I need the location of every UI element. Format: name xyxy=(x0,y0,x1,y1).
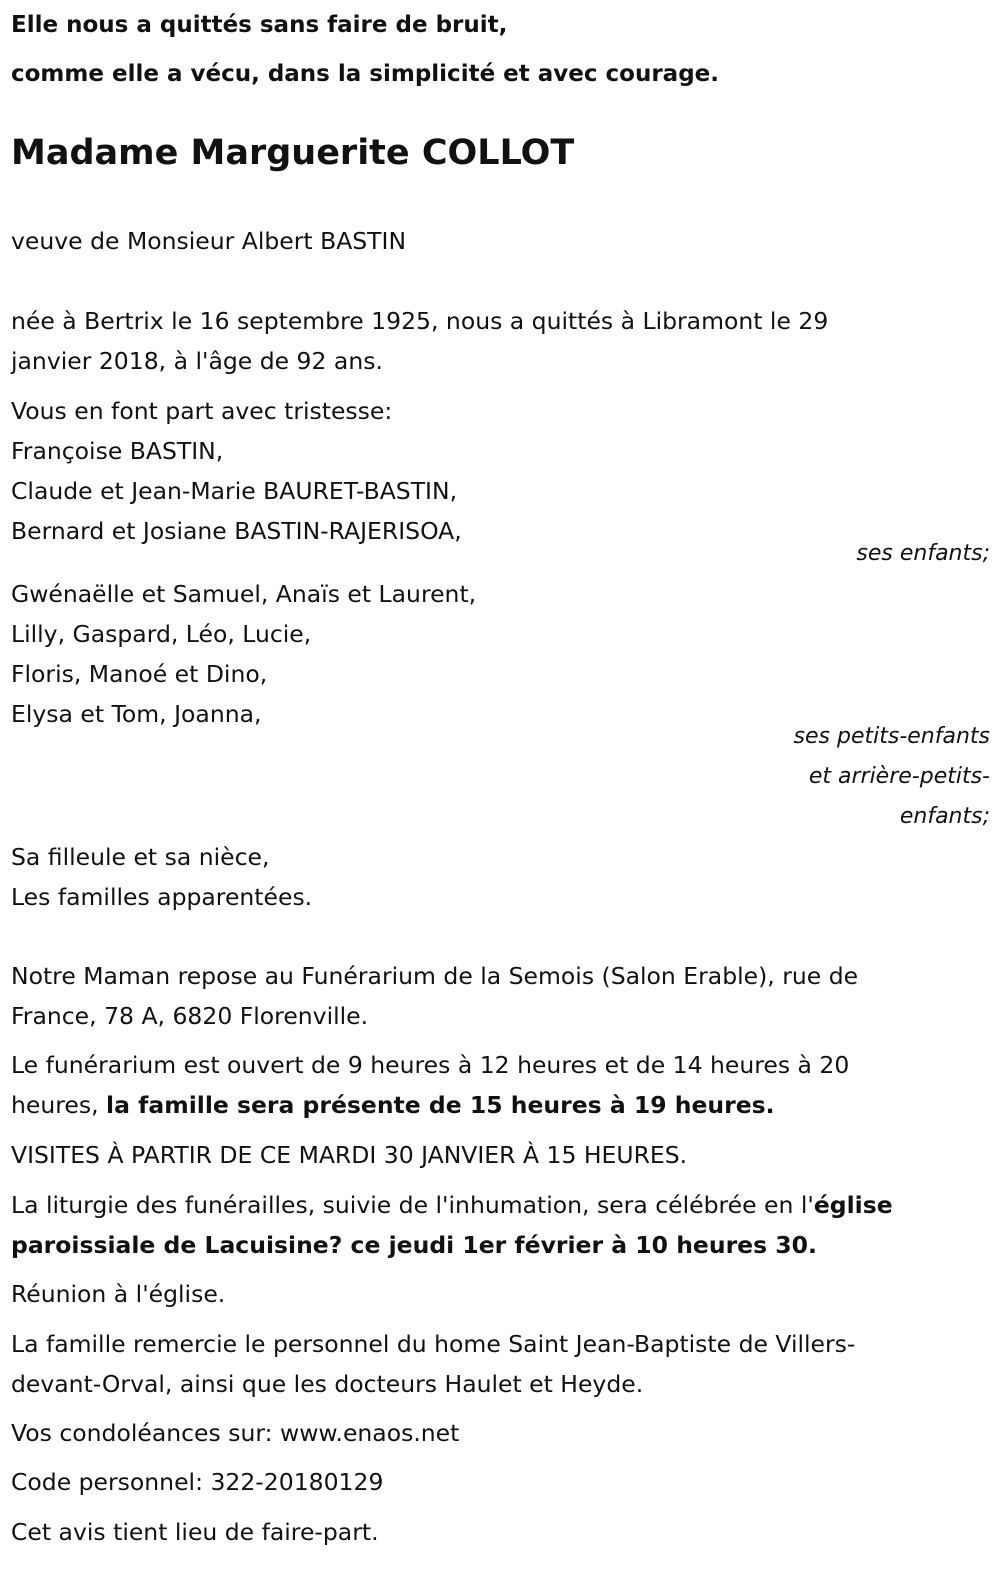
goddaughter-niece: Sa filleule et sa nièce, xyxy=(11,843,270,871)
grandchildren-label-1: ses petits-enfants xyxy=(793,724,990,749)
thanks-line-2: devant-Orval, ainsi que les docteurs Haulet et Heyde. xyxy=(11,1370,644,1398)
child-2: Claude et Jean-Marie BAURET-BASTIN, xyxy=(11,477,458,505)
grandchild-line-4: Elysa et Tom, Joanna, xyxy=(11,700,262,728)
grandchild-line-1: Gwénaëlle et Samuel, Anaïs et Laurent, xyxy=(11,580,477,608)
liturgy-line-1-plain: La liturgie des funérailles, suivie de l'inhumation, sera célébrée en l' xyxy=(11,1191,814,1219)
visits-notice: VISITES À PARTIR DE CE MARDI 30 JANVIER À 15 HEURES. xyxy=(11,1141,688,1169)
related-families: Les familles apparentées. xyxy=(11,883,313,911)
hours-line-1: Le funérarium est ouvert de 9 heures à 12 heures et de 14 heures à 20 xyxy=(11,1051,850,1079)
grandchild-line-2: Lilly, Gaspard, Léo, Lucie, xyxy=(11,620,312,648)
hours-line-2-plain: heures, xyxy=(11,1091,107,1119)
intro-line-2: comme elle a vécu, dans la simplicité et avec courage. xyxy=(11,61,720,87)
birth-line-1: née à Bertrix le 16 septembre 1925, nous a quittés à Libramont le 29 xyxy=(11,307,829,335)
personal-code: Code personnel: 322-20180129 xyxy=(11,1468,384,1496)
deceased-name: Madame Marguerite COLLOT xyxy=(11,133,575,173)
condolences-line: Vos condoléances sur: www.enaos.net xyxy=(11,1419,460,1447)
family-presence-hours: la famille sera présente de 15 heures à 19 heures. xyxy=(106,1091,775,1119)
liturgy-line-1 xyxy=(11,1191,893,1219)
grandchild-line-3: Floris, Manoé et Dino, xyxy=(11,660,268,688)
liturgy-place-date: paroissiale de Lacuisine? ce jeudi 1er février à 10 heures 30. xyxy=(11,1231,817,1259)
child-1: Françoise BASTIN, xyxy=(11,437,224,465)
child-3: Bernard et Josiane BASTIN-RAJERISOA, xyxy=(11,517,462,545)
intro-line-1: Elle nous a quittés sans faire de bruit, xyxy=(11,12,508,38)
children-label: ses enfants; xyxy=(856,541,990,566)
liturgy-line-2 xyxy=(11,1231,817,1259)
grandchildren-label-3: enfants; xyxy=(899,804,990,829)
liturgy-line-1-bold: église xyxy=(813,1191,893,1219)
thanks-line-1: La famille remercie le personnel du home Saint Jean-Baptiste de Villers- xyxy=(11,1330,856,1358)
rest-line-2: France, 78 A, 6820 Florenville. xyxy=(11,1002,369,1030)
notice-line: Cet avis tient lieu de faire-part. xyxy=(11,1518,379,1546)
family-intro: Vous en font part avec tristesse: xyxy=(11,397,393,425)
birth-line-2: janvier 2018, à l'âge de 92 ans. xyxy=(11,347,383,375)
rest-line-1: Notre Maman repose au Funérarium de la Semois (Salon Erable), rue de xyxy=(11,962,859,990)
hours-line-2 xyxy=(11,1091,775,1119)
widow-of: veuve de Monsieur Albert BASTIN xyxy=(11,227,407,255)
grandchildren-label-2: et arrière-petits- xyxy=(808,764,990,789)
meeting-note: Réunion à l'église. xyxy=(11,1280,226,1308)
